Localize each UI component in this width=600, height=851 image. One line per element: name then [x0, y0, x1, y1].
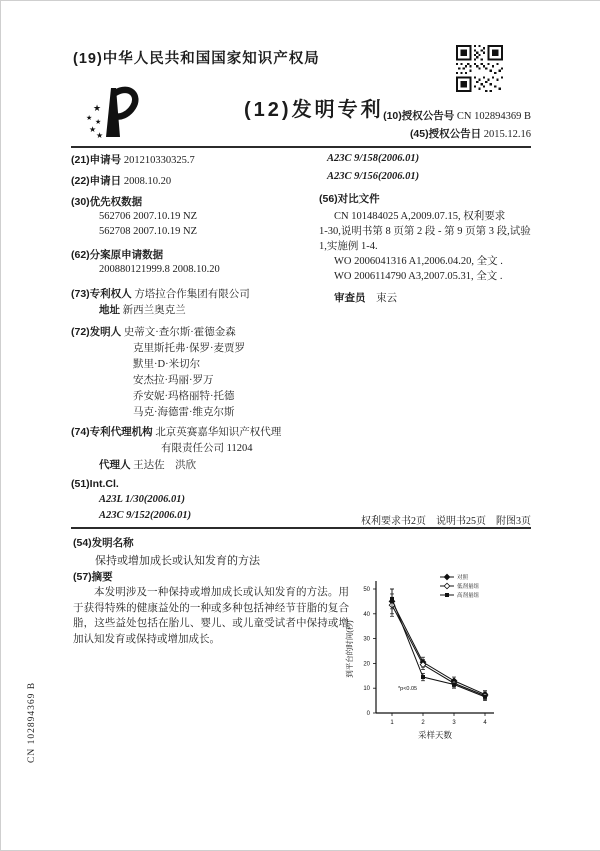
- svg-text:到平台的时间(秒): 到平台的时间(秒): [345, 620, 354, 678]
- intcl-item: A23C 9/152(2006.01): [99, 510, 192, 521]
- inventor-name: 马克·海德雷·维克尔斯: [133, 407, 235, 418]
- publication-number-value: CN 102894369 B: [456, 111, 531, 122]
- publication-date-label: (45)授权公告日: [409, 128, 482, 140]
- header-divider: [71, 146, 531, 148]
- patentee-label: (73)专利权人: [71, 288, 132, 300]
- svg-text:★: ★: [95, 118, 102, 126]
- body-divider: [71, 527, 531, 529]
- inventor-name: 安杰拉·玛丽·罗万: [133, 375, 214, 386]
- inventors-line: [71, 324, 236, 339]
- citations-label: (56)对比文件: [319, 193, 380, 205]
- patentee-line: [71, 286, 250, 301]
- inventor-name: 乔安妮·玛格丽特·托德: [133, 391, 235, 402]
- intcl-label: (51)Int.Cl.: [71, 478, 119, 490]
- address-label: 地址: [99, 304, 120, 316]
- svg-text:2: 2: [421, 720, 425, 726]
- patent-office-name: (19)中华人民共和国国家知识产权局: [73, 51, 320, 67]
- citation-line: 1,实施例 1-4.: [319, 241, 378, 252]
- patentee-value: 方塔拉合作集团有限公司: [134, 289, 250, 300]
- application-number-line: [71, 152, 195, 167]
- svg-text:40: 40: [363, 611, 370, 618]
- svg-text:10: 10: [363, 686, 370, 693]
- citation-line: WO 2006114790 A3,2007.05.31, 全文 .: [334, 271, 503, 282]
- svg-text:★: ★: [93, 103, 102, 113]
- svg-text:低剂量组: 低剂量组: [457, 584, 480, 590]
- invention-title: 保持或增加成长或认知发育的方法: [95, 555, 260, 567]
- citation-line: WO 2006041316 A1,2006.04.20, 全文 .: [334, 256, 503, 267]
- priority-item: 562708 2007.10.19 NZ: [99, 226, 197, 237]
- inventor-name: 克里斯托弗·保罗·麦贾罗: [133, 343, 245, 354]
- inventor-name: 默里·D·米切尔: [133, 359, 201, 370]
- intcl-item: A23C 9/156(2006.01): [327, 171, 420, 182]
- abstract-text: 本发明涉及一种保持或增加成长或认知发育的方法。用于获得特殊的健康益处的一种或多种包括神经节苷脂的复合脂，这些益处包括在胎儿、婴儿、或儿童受试者中保持或增加认知发育或保持或增加成长。: [73, 587, 349, 645]
- document-kind-title: (12)发明专利: [244, 99, 384, 121]
- filing-date-line: [71, 173, 171, 188]
- cnipa-logo-icon: [81, 79, 143, 145]
- publication-number-label: (10)授权公告号: [383, 110, 455, 122]
- line-chart: [342, 565, 528, 751]
- citation-line: CN 101484025 A,2009.07.15, 权利要求: [334, 211, 506, 222]
- examiner-line: [334, 290, 397, 305]
- intcl-item: A23L 1/30(2006.01): [99, 494, 185, 505]
- svg-text:采样天数: 采样天数: [417, 730, 453, 740]
- agency-name-line2: 有限责任公司 11204: [161, 443, 253, 454]
- svg-text:50: 50: [363, 587, 370, 593]
- agency-label: (74)专利代理机构: [71, 426, 153, 438]
- agency-name-line1: 北京英赛嘉华知识产权代理: [155, 427, 282, 438]
- division-item: 200880121999.8 2008.10.20: [99, 264, 220, 275]
- svg-text:★: ★: [86, 114, 93, 122]
- agency-line: [71, 424, 281, 439]
- svg-text:*p<0.05: *p<0.05: [398, 686, 418, 693]
- publication-date-value: 2015.12.16: [483, 129, 531, 140]
- svg-text:★: ★: [89, 125, 97, 134]
- svg-text:0: 0: [366, 711, 370, 717]
- svg-text:3: 3: [452, 720, 456, 726]
- examiner-label: 审查员: [334, 292, 366, 304]
- publication-date-line: [410, 126, 531, 141]
- invention-title-label: (54)发明名称: [73, 537, 134, 549]
- pages-summary: 权利要求书2页 说明书25页 附图3页: [361, 516, 531, 527]
- filing-date-value: 2008.10.20: [123, 176, 172, 187]
- address-value: 新西兰奥克兰: [122, 305, 186, 316]
- agent-names: 王达佐 洪欣: [133, 460, 197, 471]
- address-line: [99, 302, 186, 317]
- filing-date-label: (22)申请日: [71, 175, 122, 187]
- inventors-label: (72)发明人: [71, 326, 122, 338]
- agent-label: 代理人: [99, 459, 131, 471]
- application-number-value: 201210330325.7: [123, 155, 195, 166]
- svg-text:20: 20: [363, 661, 370, 668]
- inventor-name: 史蒂文·查尔斯·霍德金森: [123, 327, 236, 338]
- side-publication-number: CN 102894369 B: [27, 681, 37, 763]
- publication-number-line: [383, 108, 531, 123]
- qr-code-icon: [456, 45, 503, 92]
- division-data-label: (62)分案原申请数据: [71, 249, 164, 261]
- examiner-name: 束云: [376, 293, 398, 304]
- svg-text:高剂量组: 高剂量组: [457, 593, 480, 599]
- abstract-figure: [342, 565, 528, 751]
- priority-item: 562706 2007.10.19 NZ: [99, 211, 197, 222]
- svg-text:1: 1: [390, 720, 394, 726]
- svg-text:30: 30: [363, 636, 370, 643]
- abstract-label: (57)摘要: [73, 571, 113, 583]
- svg-text:对照: 对照: [457, 575, 469, 581]
- application-number-label: (21)申请号: [71, 154, 122, 166]
- citation-line: 1-30,说明书第 8 页第 2 段 - 第 9 页第 3 段,试验: [319, 226, 531, 237]
- priority-data-label: (30)优先权数据: [71, 196, 143, 208]
- svg-text:★: ★: [96, 131, 104, 140]
- intcl-item: A23C 9/158(2006.01): [327, 153, 420, 164]
- svg-text:4: 4: [483, 720, 487, 726]
- agent-line: [99, 457, 196, 472]
